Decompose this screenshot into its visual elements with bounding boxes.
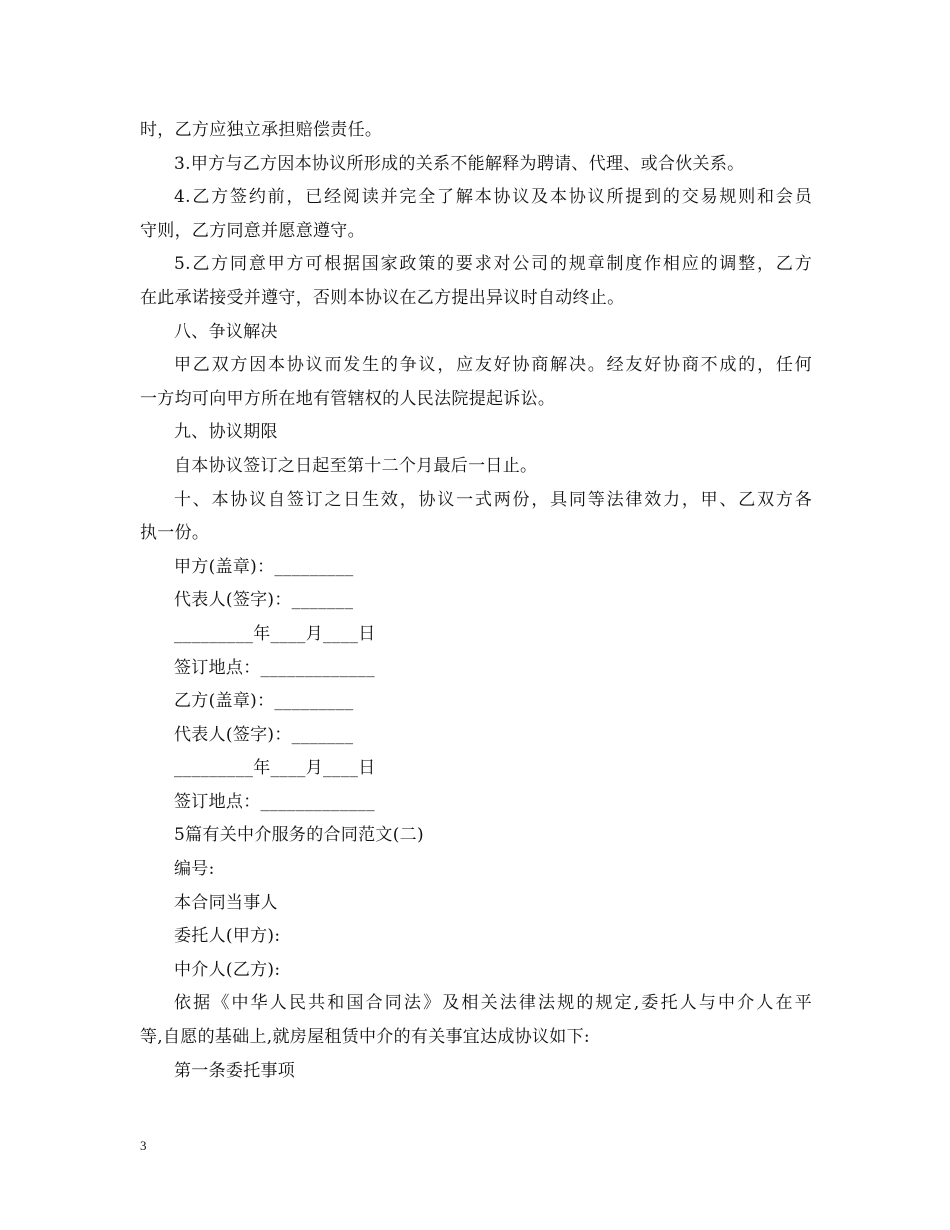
section-heading: 九、协议期限 [174, 422, 278, 443]
paragraph-line: 5.乙方同意甲方可根据国家政策的要求对公司的规章制度作相应的调整，乙方 [174, 254, 812, 275]
paragraph-line: 依据《中华人民共和国合同法》及相关法律法规的规定,委托人与中介人在平 [174, 993, 812, 1014]
party-field: 中介人(乙方): [174, 959, 281, 980]
paragraph-line: 本合同当事人 [174, 892, 278, 913]
paragraph-line: 十、本协议自签订之日生效，协议一式两份，具同等法律效力，甲、乙双方各 [174, 489, 812, 510]
paragraph-line: 在此承诺接受并遵守，否则本协议在乙方提出异议时自动终止。 [140, 287, 625, 308]
paragraph-line: 执一份。 [140, 523, 210, 544]
date-field: _________年____月____日 [174, 623, 376, 644]
signature-field: 代表人(签字)：_______ [174, 590, 354, 611]
paragraph-line: 等,自愿的基础上,就房屋租赁中介的有关事宜达成协议如下: [140, 1027, 590, 1048]
contract-number-field: 编号: [174, 859, 215, 880]
signature-field: 代表人(签字)：_______ [174, 724, 354, 745]
location-field: 签订地点：_____________ [174, 657, 375, 678]
paragraph-line: 4.乙方签约前，已经阅读并完全了解本协议及本协议所提到的交易规则和会员 [174, 187, 812, 208]
signature-field: 甲方(盖章)：_________ [174, 556, 354, 577]
party-field: 委托人(甲方): [174, 926, 281, 947]
document-body [140, 114, 812, 1088]
paragraph-line: 一方均可向甲方所在地有管辖权的人民法院提起诉讼。 [140, 388, 556, 409]
paragraph-line: 3.甲方与乙方因本协议所形成的关系不能解释为聘请、代理、或合伙关系。 [174, 153, 745, 174]
paragraph-line: 时，乙方应独立承担赔偿责任。 [140, 120, 383, 140]
section-heading: 第一条委托事项 [174, 1060, 296, 1081]
page-number: 3 [140, 1138, 147, 1153]
paragraph-line: 自本协议签订之日起至第十二个月最后一日止。 [174, 455, 538, 476]
paragraph-line: 守则，乙方同意并愿意遵守。 [140, 220, 365, 241]
signature-field: 乙方(盖章)：_________ [174, 691, 354, 712]
document-title: 5篇有关中介服务的合同范文(二) [174, 825, 424, 846]
date-field: _________年____月____日 [174, 758, 376, 779]
location-field: 签订地点：_____________ [174, 791, 375, 812]
section-heading: 八、争议解决 [174, 321, 278, 342]
paragraph-line: 甲乙双方因本协议而发生的争议，应友好协商解决。经友好协商不成的，任何 [174, 355, 812, 376]
